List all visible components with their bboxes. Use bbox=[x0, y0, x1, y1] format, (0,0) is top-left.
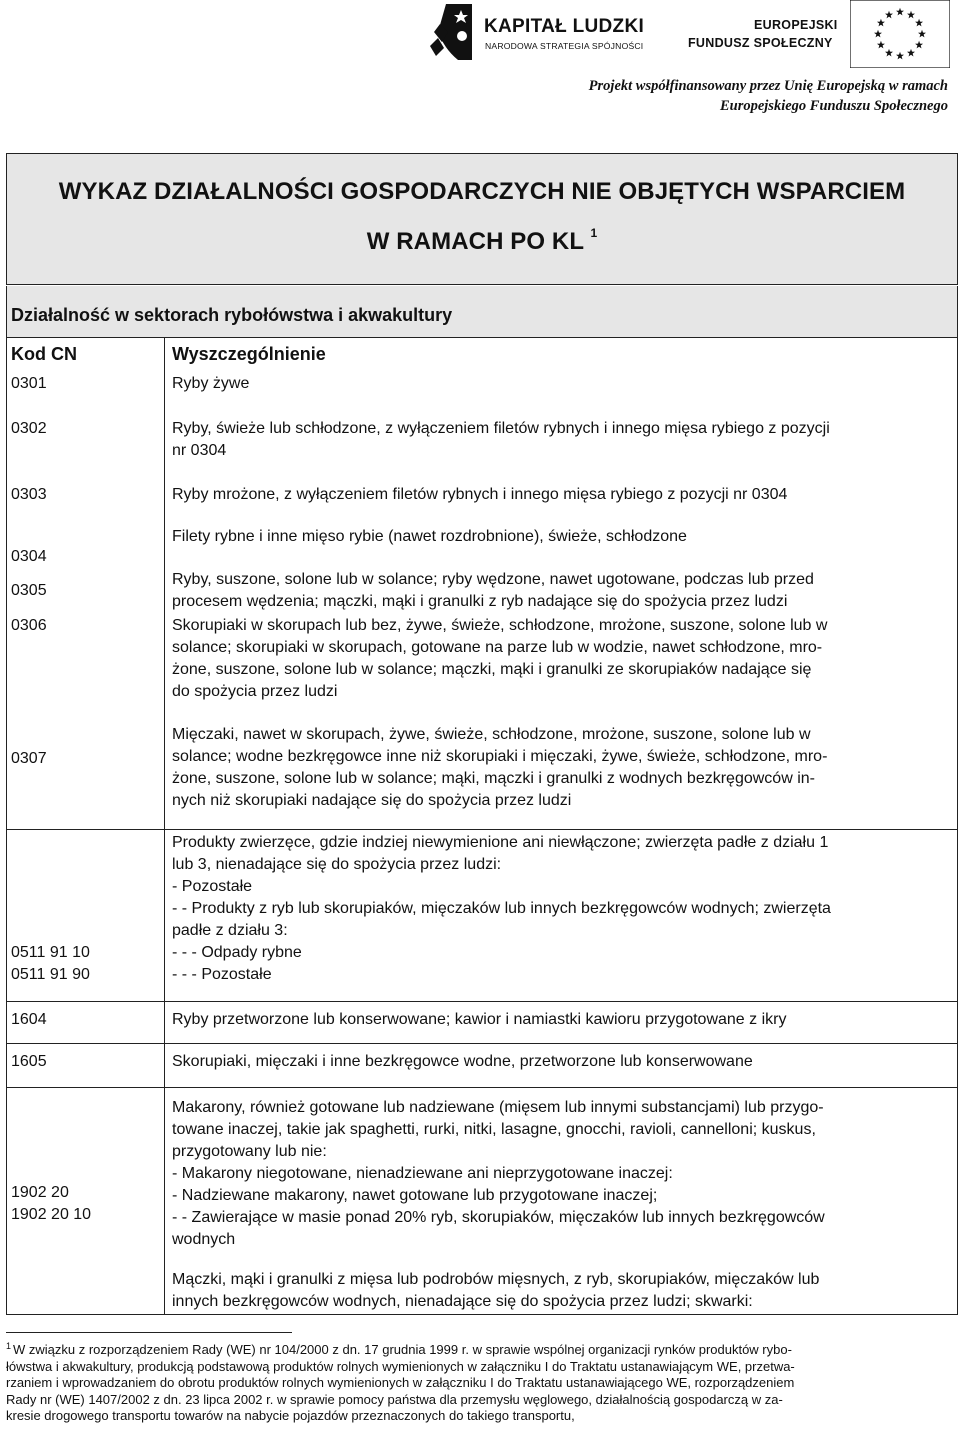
row-code-0511-a: 0511 91 10 bbox=[11, 944, 90, 961]
row-code-0301: 0301 bbox=[11, 375, 47, 392]
cofinancing-line1: Projekt współfinansowany przez Unię Europejską w ramach bbox=[588, 78, 948, 94]
efs-logo bbox=[688, 12, 950, 62]
row-desc-1605: Skorupiaki, mięczaki i inne bezkręgowce wodne, przetworzone lub konserwowane bbox=[172, 1053, 753, 1070]
row-desc-0302: Ryby, świeże lub schłodzone, z wyłączeniem filetów rybnych i innego mięsa rybiego z pozycji nr 0304 bbox=[172, 420, 830, 459]
row-desc-0307: Mięczaki, nawet w skorupach, żywe, świeże, schłodzone, mrożone, suszone, solone lub w solance; wodne bezkręgowce inne niż skorupiaki i mięczaki, żywe, świeże, schłodzone, mro- żone, suszone, solone lub w solance; mąki, mączki i granulki z wodnych bezkręgowców in- nych niż skorupiaki nadające się do spożycia przez ludzi bbox=[172, 726, 828, 809]
efs-line1: EUROPEJSKI bbox=[754, 18, 838, 32]
row-code-0304: 0304 bbox=[11, 548, 47, 565]
document-title-line1: WYKAZ DZIAŁALNOŚCI GOSPODARCZYCH NIE OBJĘTYCH WSPARCIEM bbox=[58, 178, 906, 205]
footnote-line: W związku z rozporządzeniem Rady (WE) nr 104/2000 z dn. 17 grudnia 1999 r. w sprawie wspólnej organizacji rynków produktów rybo- bbox=[13, 1342, 792, 1357]
cofinancing-note bbox=[589, 76, 948, 116]
footnote-line: łówstwa i akwakultury, produkcją podstawową produktów rolnych wymienionych w załączniku I do Traktatu ustanawiającym WE, przetwa- bbox=[6, 1358, 795, 1374]
row-desc-1902: Makarony, również gotowane lub nadziewane (mięsem lub innymi substancjami) lub przygo- towane inaczej, takie jak spaghetti, rurki, nitki, lasagne, gnocchi, ravioli, cannelloni; kuskus, przygotowany lub nie: - Makarony niegotowane, nienadziewane ani nieprzygotowane inaczej: - Nadziewane makarony, nawet gotowane lub przygotowane inaczej; - - Zawierające w masie ponad 20% ryb, skorupiaków, mięczaków lub innych bezkręgowców wodnych bbox=[172, 1099, 825, 1248]
sector-heading: Działalność w sektorach rybołówstwa i akwakultury bbox=[11, 305, 453, 325]
row-desc-meal: Mączki, mąki i granulki z mięsa lub podrobów mięsnych, z ryb, skorupiaków, mięczaków lub innych bezkręgowców wodnych, nienadające się do spożycia przez ludzi; skwarki: bbox=[172, 1271, 820, 1310]
row-desc-0306: Skorupiaki w skorupach lub bez, żywe, świeże, schłodzone, mrożone, suszone, solone lub w solance; skorupiaki w skorupach, gotowane na parze lub w wodzie, nawet schłodzone, mro- żone, suszone, solone lub w solance; mączki, mąki i granulki ze skorupiaków nadające się do spożycia przez ludzi bbox=[172, 617, 828, 700]
row-desc-0304: Filety rybne i inne mięso rybie (nawet rozdrobnione), świeże, schłodzone bbox=[172, 528, 687, 545]
row-code-1902-a: 1902 20 bbox=[11, 1184, 69, 1201]
kl-subtitle: NARODOWA STRATEGIA SPÓJNOŚCI bbox=[485, 41, 644, 51]
eu-stars-icon bbox=[850, 0, 950, 68]
row-code-0302: 0302 bbox=[11, 420, 47, 437]
column-header-code: Kod CN bbox=[11, 344, 77, 364]
row-code-0511-b: 0511 91 90 bbox=[11, 966, 90, 983]
row-divider bbox=[7, 829, 957, 830]
footnote-number: 1 bbox=[6, 1341, 12, 1351]
row-divider bbox=[7, 1001, 957, 1002]
efs-line2: FUNDUSZ SPOŁECZNY bbox=[688, 36, 833, 50]
kl-title: KAPITAŁ LUDZKI bbox=[484, 16, 645, 37]
cofinancing-line2: Europejskiego Funduszu Społecznego bbox=[719, 98, 948, 114]
row-desc-0301: Ryby żywe bbox=[172, 375, 250, 392]
row-desc-0511: Produkty zwierzęce, gdzie indziej niewymienione ani niewłączone; zwierzęta padłe z działu 1 lub 3, nienadające się do spożycia przez ludzi: - Pozostałe - - Produkty z ryb lub skorupiaków, mięczaków lub innych bezkręgowców wodnych; zwierzęta padłe z działu 3: - - - Odpady rybne - - - Pozostałe bbox=[172, 834, 831, 983]
row-desc-1604: Ryby przetworzone lub konserwowane; kawior i namiastki kawioru przygotowane z ikry bbox=[172, 1011, 787, 1028]
row-desc-0303: Ryby mrożone, z wyłączeniem filetów rybnych i innego mięsa rybiego z pozycji nr 0304 bbox=[172, 486, 788, 503]
footnote-line: Rady nr (WE) 1407/2002 z dn. 23 lipca 2002 r. w sprawie pomocy państwa dla przemysłu węglowego, działalnością gospodarczą w za- bbox=[6, 1391, 783, 1407]
sector-heading-box bbox=[6, 286, 958, 338]
row-code-0305: 0305 bbox=[11, 582, 47, 599]
kapital-ludzki-logo bbox=[428, 2, 645, 62]
document-title-box bbox=[6, 153, 958, 285]
row-code-0306: 0306 bbox=[11, 617, 47, 634]
footnote-ref: 1 bbox=[590, 226, 598, 240]
footnote-line: kresie drogowego transportu towarów na nabycie pojazdów przeznaczonych do takiego transportu, bbox=[6, 1408, 575, 1424]
footnote-line: rzaniem i wprowadzaniem do obrotu produktów rolnych wymienionych w załączniku I do Traktatu ustanawiającego WE, rozporządzeniem bbox=[6, 1375, 795, 1391]
column-header-desc: Wyszczególnienie bbox=[172, 344, 326, 364]
row-code-1605: 1605 bbox=[11, 1053, 47, 1070]
row-code-0307: 0307 bbox=[11, 750, 47, 767]
row-divider bbox=[7, 1087, 957, 1088]
row-code-1604: 1604 bbox=[11, 1011, 47, 1028]
column-divider bbox=[164, 338, 165, 1314]
row-divider bbox=[7, 1043, 957, 1044]
row-desc-0305: Ryby, suszone, solone lub w solance; ryby wędzone, nawet ugotowane, podczas lub przed procesem wędzenia; mączki, mąki i granulki z ryb nadające się do spożycia przez ludzi bbox=[172, 571, 814, 610]
row-code-0303: 0303 bbox=[11, 486, 47, 503]
kapital-ludzki-mark-icon bbox=[428, 2, 478, 62]
document-title-line2 bbox=[7, 226, 957, 256]
footnote-rule bbox=[6, 1332, 292, 1333]
row-code-1902-b: 1902 20 10 bbox=[11, 1206, 92, 1223]
footnote bbox=[6, 1338, 952, 1425]
cn-table bbox=[6, 338, 958, 1315]
document-title-line2-text: W RAMACH PO KL bbox=[366, 228, 584, 255]
